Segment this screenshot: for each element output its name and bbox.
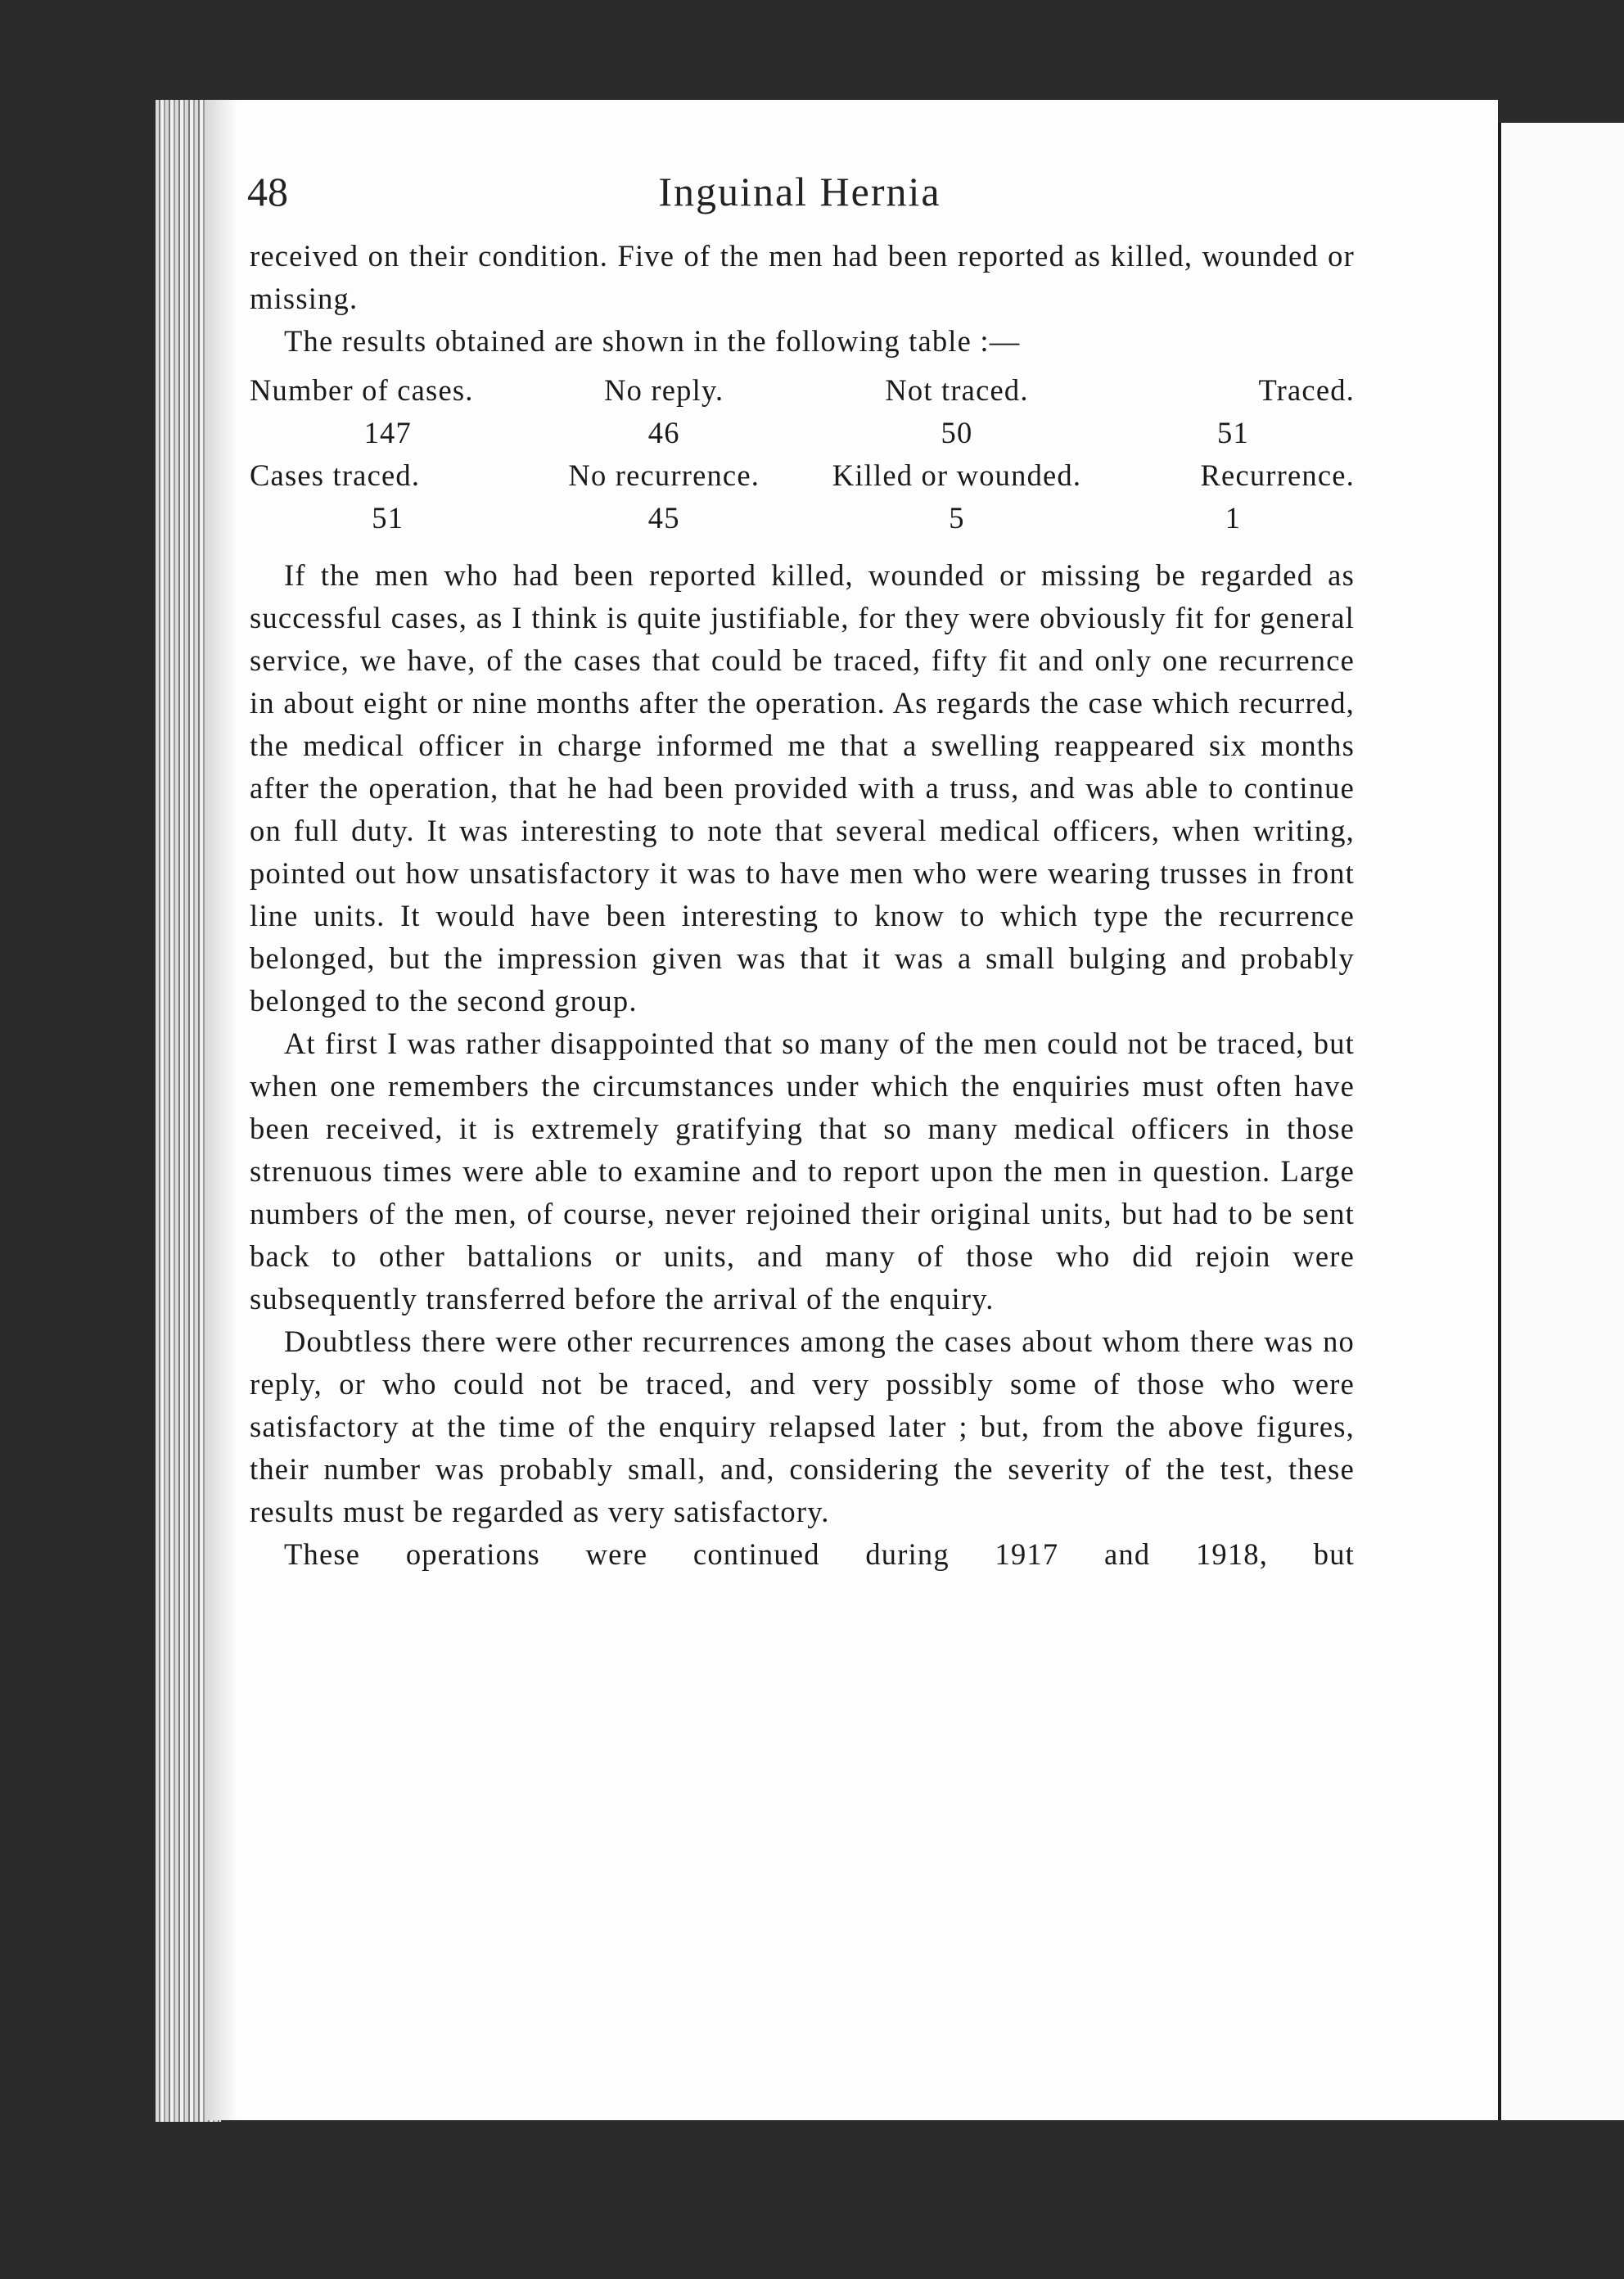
table-cell: 51 — [1217, 416, 1249, 449]
table-header-cell: Killed or wounded. — [832, 458, 1082, 492]
table-header-cell: Recurrence. — [1200, 458, 1355, 492]
table-row — [250, 369, 1355, 412]
running-title: Inguinal Hernia — [658, 169, 941, 214]
page-gutter-shadow — [205, 100, 237, 2120]
table-cell: 51 — [372, 501, 404, 535]
results-table — [250, 369, 1355, 539]
table-cell: 5 — [949, 501, 965, 535]
page-header — [247, 168, 1352, 225]
table-row — [250, 412, 1355, 454]
table-row — [250, 454, 1355, 497]
table-header-cell: Not traced. — [885, 373, 1029, 407]
paragraph: At first I was rather disappointed that so many of the men could not be traced, but when one remembers the circumstances under which the enquiries must often have been received, it is extremely gratifying that so many medical officers in those strenuous times were able to examine and to report upon the men in question. Large numbers of the men, of course, never rejoined their original units, but had to be sent back to other battalions or units, and many of those who did rejoin were subsequently transferred before the arrival of the enquiry. — [250, 1027, 1355, 1316]
table-row — [250, 497, 1355, 539]
paragraph: The results obtained are shown in the following table :— — [284, 324, 1021, 358]
paragraph: If the men who had been reported killed, wounded or missing be regarded as successful cases, as I think is quite justifiable, for they were obviously fit for general service, we have, of the cases that could be traced, fifty fit and only one recurrence in about eight or nine months after the operation. As regards the case which recurred, the medical officer in charge informed me that a swelling reappeared six months after the operation, that he had been provided with a truss, and was able to continue on full duty. It was interesting to note that several medical officers, when writing, pointed out how unsatisfactory it was to have men who were wearing trusses in front line units. It would have been interesting to know to which type the recurrence belonged, but the impression given was that it was a small bulging and probably belonged to the second group. — [250, 558, 1355, 1018]
body-text — [250, 235, 1355, 1576]
table-header-cell: No recurrence. — [568, 458, 760, 492]
table-cell: 46 — [647, 416, 680, 449]
paragraph: Doubtless there were other recurrences among the cases about whom there was no reply, or who could not be traced, and very possibly some of those who were satisfactory at the time of the enquiry relapsed later ; but, from the above figures, their number was probably small, and, considering the severity of the test, these results must be regarded as very satisfactory. — [250, 1325, 1355, 1528]
paragraph: received on their condition. Five of the men had been reported as killed, wounded or missing. — [250, 239, 1355, 315]
table-cell: 1 — [1225, 501, 1242, 535]
table-cell: 45 — [647, 501, 680, 535]
paragraph: These operations were continued during 1917 and 1918, but — [284, 1537, 1355, 1571]
table-header-cell: Cases traced. — [250, 458, 421, 492]
facing-page-edge — [1498, 123, 1624, 2120]
page-number: 48 — [247, 169, 288, 214]
table-header-cell: No reply. — [604, 373, 724, 407]
table-header-cell: Traced. — [1258, 373, 1355, 407]
table-cell: 147 — [363, 416, 412, 449]
table-header-cell: Number of cases. — [250, 373, 474, 407]
table-cell: 50 — [941, 416, 973, 449]
